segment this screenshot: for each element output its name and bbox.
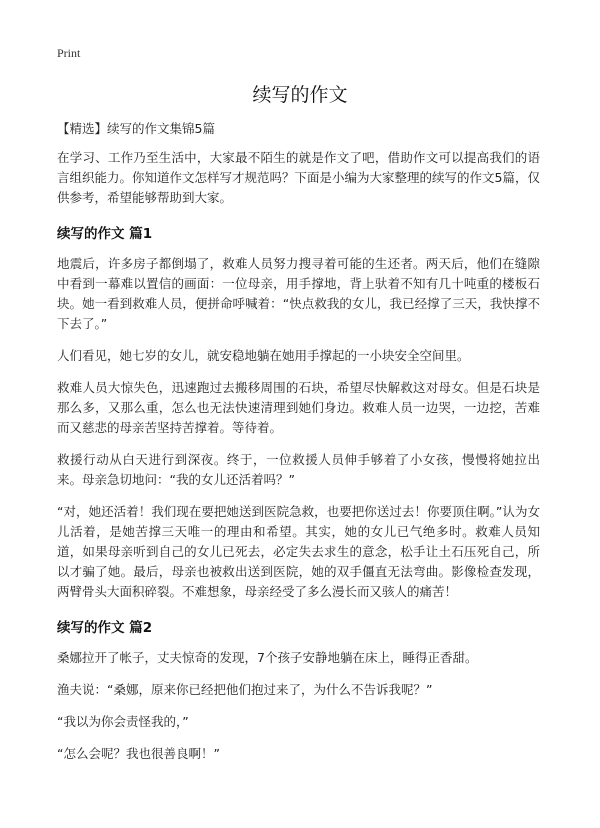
document-subtitle: 【精选】续写的作文集锦5篇 [57, 121, 215, 136]
section-2-paragraph-1: 桑娜拉开了帐子，丈夫惊奇的发现，7个孩子安静地躺在床上，睡得正香甜。 [57, 650, 478, 665]
section-1-paragraph-3: 救难人员大惊失色，迅速跑过去搬移周围的石块，希望尽快解救这对母女。但是石块是那么多，又那么重，怎么也无法快速清理到她们身边。救难人员一边哭，一边挖，苦难而又慈悲的母亲苦坚持苦撑着。等待着。 [57, 380, 540, 435]
section-2-paragraph-3: “我以为你会责怪我的，” [57, 714, 189, 729]
section-2-paragraph-2: 渔夫说：“桑娜，原来你已经把他们抱过来了，为什么不告诉我呢？” [57, 682, 433, 697]
section-1-paragraph-4: 救援行动从白天进行到深夜。终于，一位救援人员伸手够着了小女孩，慢慢将她拉出来。母亲急切地问：“我的女儿还活着吗？” [57, 452, 540, 487]
intro-paragraph: 在学习、工作乃至生活中，大家最不陌生的就是作文了吧，借助作文可以提高我们的语言组织能力。你知道作文怎样写才规范吗？下面是小编为大家整理的续写的作文5篇，仅供参考，希望能够帮助到大家。 [57, 150, 540, 205]
page-title: 续写的作文 [252, 84, 348, 106]
section-1-paragraph-2: 人们看见，她七岁的女儿，就安稳地躺在她用手撑起的一小块安全空间里。 [57, 348, 470, 363]
section-1-paragraph-1: 地震后，许多房子都倒塌了，救难人员努力搜寻着可能的生还者。两天后，他们在缝隙中看到一幕难以置信的画面：一位母亲，用手撑地，背上驮着不知有几十吨重的楼板石块。她一看到救难人员，便拼命呼喊着：“快点救我的女儿，我已经撑了三天，我快撑不下去了。” [57, 256, 540, 331]
document-body [57, 148, 540, 776]
section-heading-1: 续写的作文 篇1 [57, 226, 153, 242]
print-label: Print [57, 46, 81, 60]
section-1-paragraph-5: “对，她还活着！我们现在要把她送到医院急救，也要把你送过去！你要顶住啊。”认为女儿活着，是她苦撑三天唯一的理由和希望。其实，她的女儿已气绝多时。救难人员知道，如果母亲听到自己的女儿已死去，必定失去求生的意念，松手让土石压死自己，所以才骗了她。最后，母亲也被救出送到医院，她的双手僵直无法弯曲。影像检查发现，两臂骨头大面积碎裂。不难想象，母亲经受了多么漫长而又骇人的痛苦！ [57, 504, 540, 599]
section-heading-2: 续写的作文 篇2 [57, 620, 153, 636]
section-2-paragraph-4: “怎么会呢？我也很善良啊！” [57, 746, 220, 761]
